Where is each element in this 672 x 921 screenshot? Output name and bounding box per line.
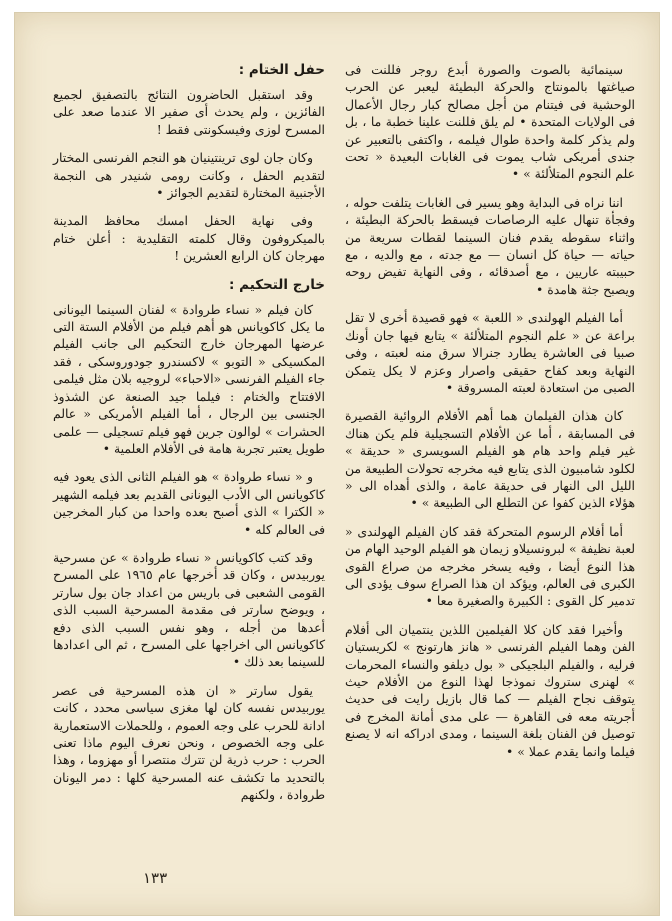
- right-paragraph-4: كان هذان الفيلمان هما أهم الأفلام الروائية القصيرة فى المسابقة ، أما عن الأفلام التسجيلية فلم يكن هناك غير فيلم واحد هام هو الفيلم السويسرى « حديقة » لكلود شامبيون الذى يتابع فيه مخرجه تحولات الطبيعة من الليل الى النهار فى حديقة عامة ، والذى أهداه الى « هؤلاء الذين كفوا عن التطلع الى الطبيعة » •: [345, 408, 635, 511]
- page-number: ١٣٣: [143, 869, 168, 887]
- left-paragraph-3: وفى نهاية الحفل امسك محافظ المدينة بالميكروفون وقال كلمته التقليدية : أعلن ختام مهرجان كان الرابع العشرين !: [53, 213, 325, 264]
- right-paragraph-6: وأخيرا فقد كان كلا الفيلمين اللذين ينتميان الى أفلام الفن وهما الفيلم الفرنسى « هانز هارتونج » لكريستيان فرليه ، والفيلم البلجيكى « بول ديلفو والنساء المحرمات » لهنرى ستروك نموذجا لهذا النوع من الأفلام حيث يتوقف نجاح الفيلم — كما قال بازيل رايت فى حديث أجريته معه فى القاهرة — على مدى أمانة المخرج فى توصيل فن الفنان بلغة السينما ، ومدى ادراكه انه لا يصنع فيلما وانما يقدم عملا » •: [345, 621, 635, 759]
- section-heading-closing-ceremony: حفل الختام :: [238, 62, 325, 78]
- left-paragraph-1: وقد استقبل الحاضرون النتائج بالتصفيق لجميع الفائزين ، ولم يحدث أى صفير الا عندما صعد على المسرح لوزى وفيسكونتى فقط !: [53, 87, 325, 137]
- right-paragraph-5: أما أفلام الرسوم المتحركة فقد كان الفيلم الهولندى « لعبة نظيفة » لبرونسيلاو زيمان هو الفيلم الوحيد الهام من هذا النوع أيضا ، وفيه يسخر مخرجه من صراع القوى الكبرى فى العالم، ويؤكد ان هذا الصراع سوف يؤدى الى تدمير كل القوى : الكبيرة والصغيرة معا •: [345, 523, 635, 609]
- left-paragraph-4: كان فيلم « نساء طروادة » لفنان السينما اليونانى ما يكل كاكويانس هو أهم فيلم من الأفلام الستة التى عرضها المهرجان خارج التحكيم الى جانب الفيلم المكسيكى « التوبو » لاكسندرو جودوروسكى ، فقد جاء الفيلم الفرنسى «الاحباء» لروجيه بلان مثل فيلمى الافتتاح والختام : فيلما جيد الصنعة عن الشذوذ الجنسى بين الرجال ، أما الفيلم الأمريكى « عالم الحشرات » لوالون جرين فهو فيلم تسجيلى — علمى طويل يعتبر تجربة هامة فى الأفلام العلمية •: [53, 301, 325, 456]
- left-paragraph-5: و « نساء طروادة » هو الفيلم الثانى الذى يعود فيه كاكويانس الى الأدب اليونانى القديم بعد فيلمه الشهير « الكترا » الذى أصبح بعده واحدا من كبار المخرجين فى العالم كله •: [53, 469, 325, 537]
- left-paragraph-2: وكان جان لوى ترينتينيان هو النجم الفرنسى المختار لتقديم الحفل ، وكانت رومى شنيدر هى النجمة الأجنبية المختارة لتقديم الجوائز •: [53, 150, 325, 201]
- section-heading-out-of-competition: خارج التحكيم :: [229, 276, 325, 293]
- left-paragraph-7: يقول سارتر « ان هذه المسرحية فى عصر يوربيدس نفسه كان لها مغزى سياسى محدد ، كانت ادانة للحرب على وجه العموم ، وللحملات الاستعمارية على وجه الخصوص ، ونحن نعرف اليوم ماذا تعنى الحرب : حرب ذرية لن تترك منتصرا أو مهزوما ، وهذا بالتحديد ما تكشف عنه المسرحية كلها : دمر اليونان طروادة ، ولكنهم: [53, 682, 325, 803]
- right-column: [345, 61, 635, 771]
- left-paragraph-6: وقد كتب كاكويانس « نساء طروادة » عن مسرحية يوربيدس ، وكان قد أخرجها عام ١٩٦٥ على المسرح القومى الشعبى فى باريس من اعداد جان بول سارتر ، ويوضح سارتر فى مقدمة المسرحية السبب الذى أعدها من أجله ، وهو نفس السبب الذى دفع كاكويانس الى اخراجها على المسرح ، ثم الى اعدادها للسينما بعد ذلك •: [53, 549, 325, 670]
- magazine-page: [14, 12, 660, 916]
- right-paragraph-3: أما الفيلم الهولندى « اللعبة » فهو قصيدة أخرى لا تقل براعة عن « علم النجوم المتلألئة » يتابع فيها جان أونك صبيا فى العاشرة يطارد جنرالا سرق منه لعبته ، وفى النهاية وبعد كفاح حقيقى واصرار وعزم لا يكل يتمكن الصبى من استعادة لعبته المسروقة •: [345, 310, 635, 395]
- right-paragraph-2: اننا نراه فى البداية وهو يسير فى الغابات يتلفت حوله ، وفجأة تنهال عليه الرصاصات فيسقط بالحركة البطيئة ، واثناء سقوطه يقدم فنان السينما لقطات سريعة من حياته — حياة كل انسان — مع جدته ، مع والديه ، مع حبيبته عاريين ، مع أصدقائه ، وفى النهاية تفيض روحه ويصبح جثة هامدة •: [345, 194, 635, 297]
- right-paragraph-1: سينمائية بالصوت والصورة أبدع روجر فللنت فى صياغتها بالمونتاج والحركة البطيئة ليعبر عن الحرب الوحشية فى فيتنام من أجل مصالح كبار رجال الأعمال فى الولايات المتحدة • لم يلق فللنت علينا خطبة ما ، بل ولم يذكر كلمة واحدة طوال فيلمه ، واكتفى بالتعبير عن جندى أمريكى شاب يموت فى الغابات البعيدة « تحت علم النجوم المتلألئة » •: [345, 62, 635, 182]
- left-column: [53, 61, 325, 815]
